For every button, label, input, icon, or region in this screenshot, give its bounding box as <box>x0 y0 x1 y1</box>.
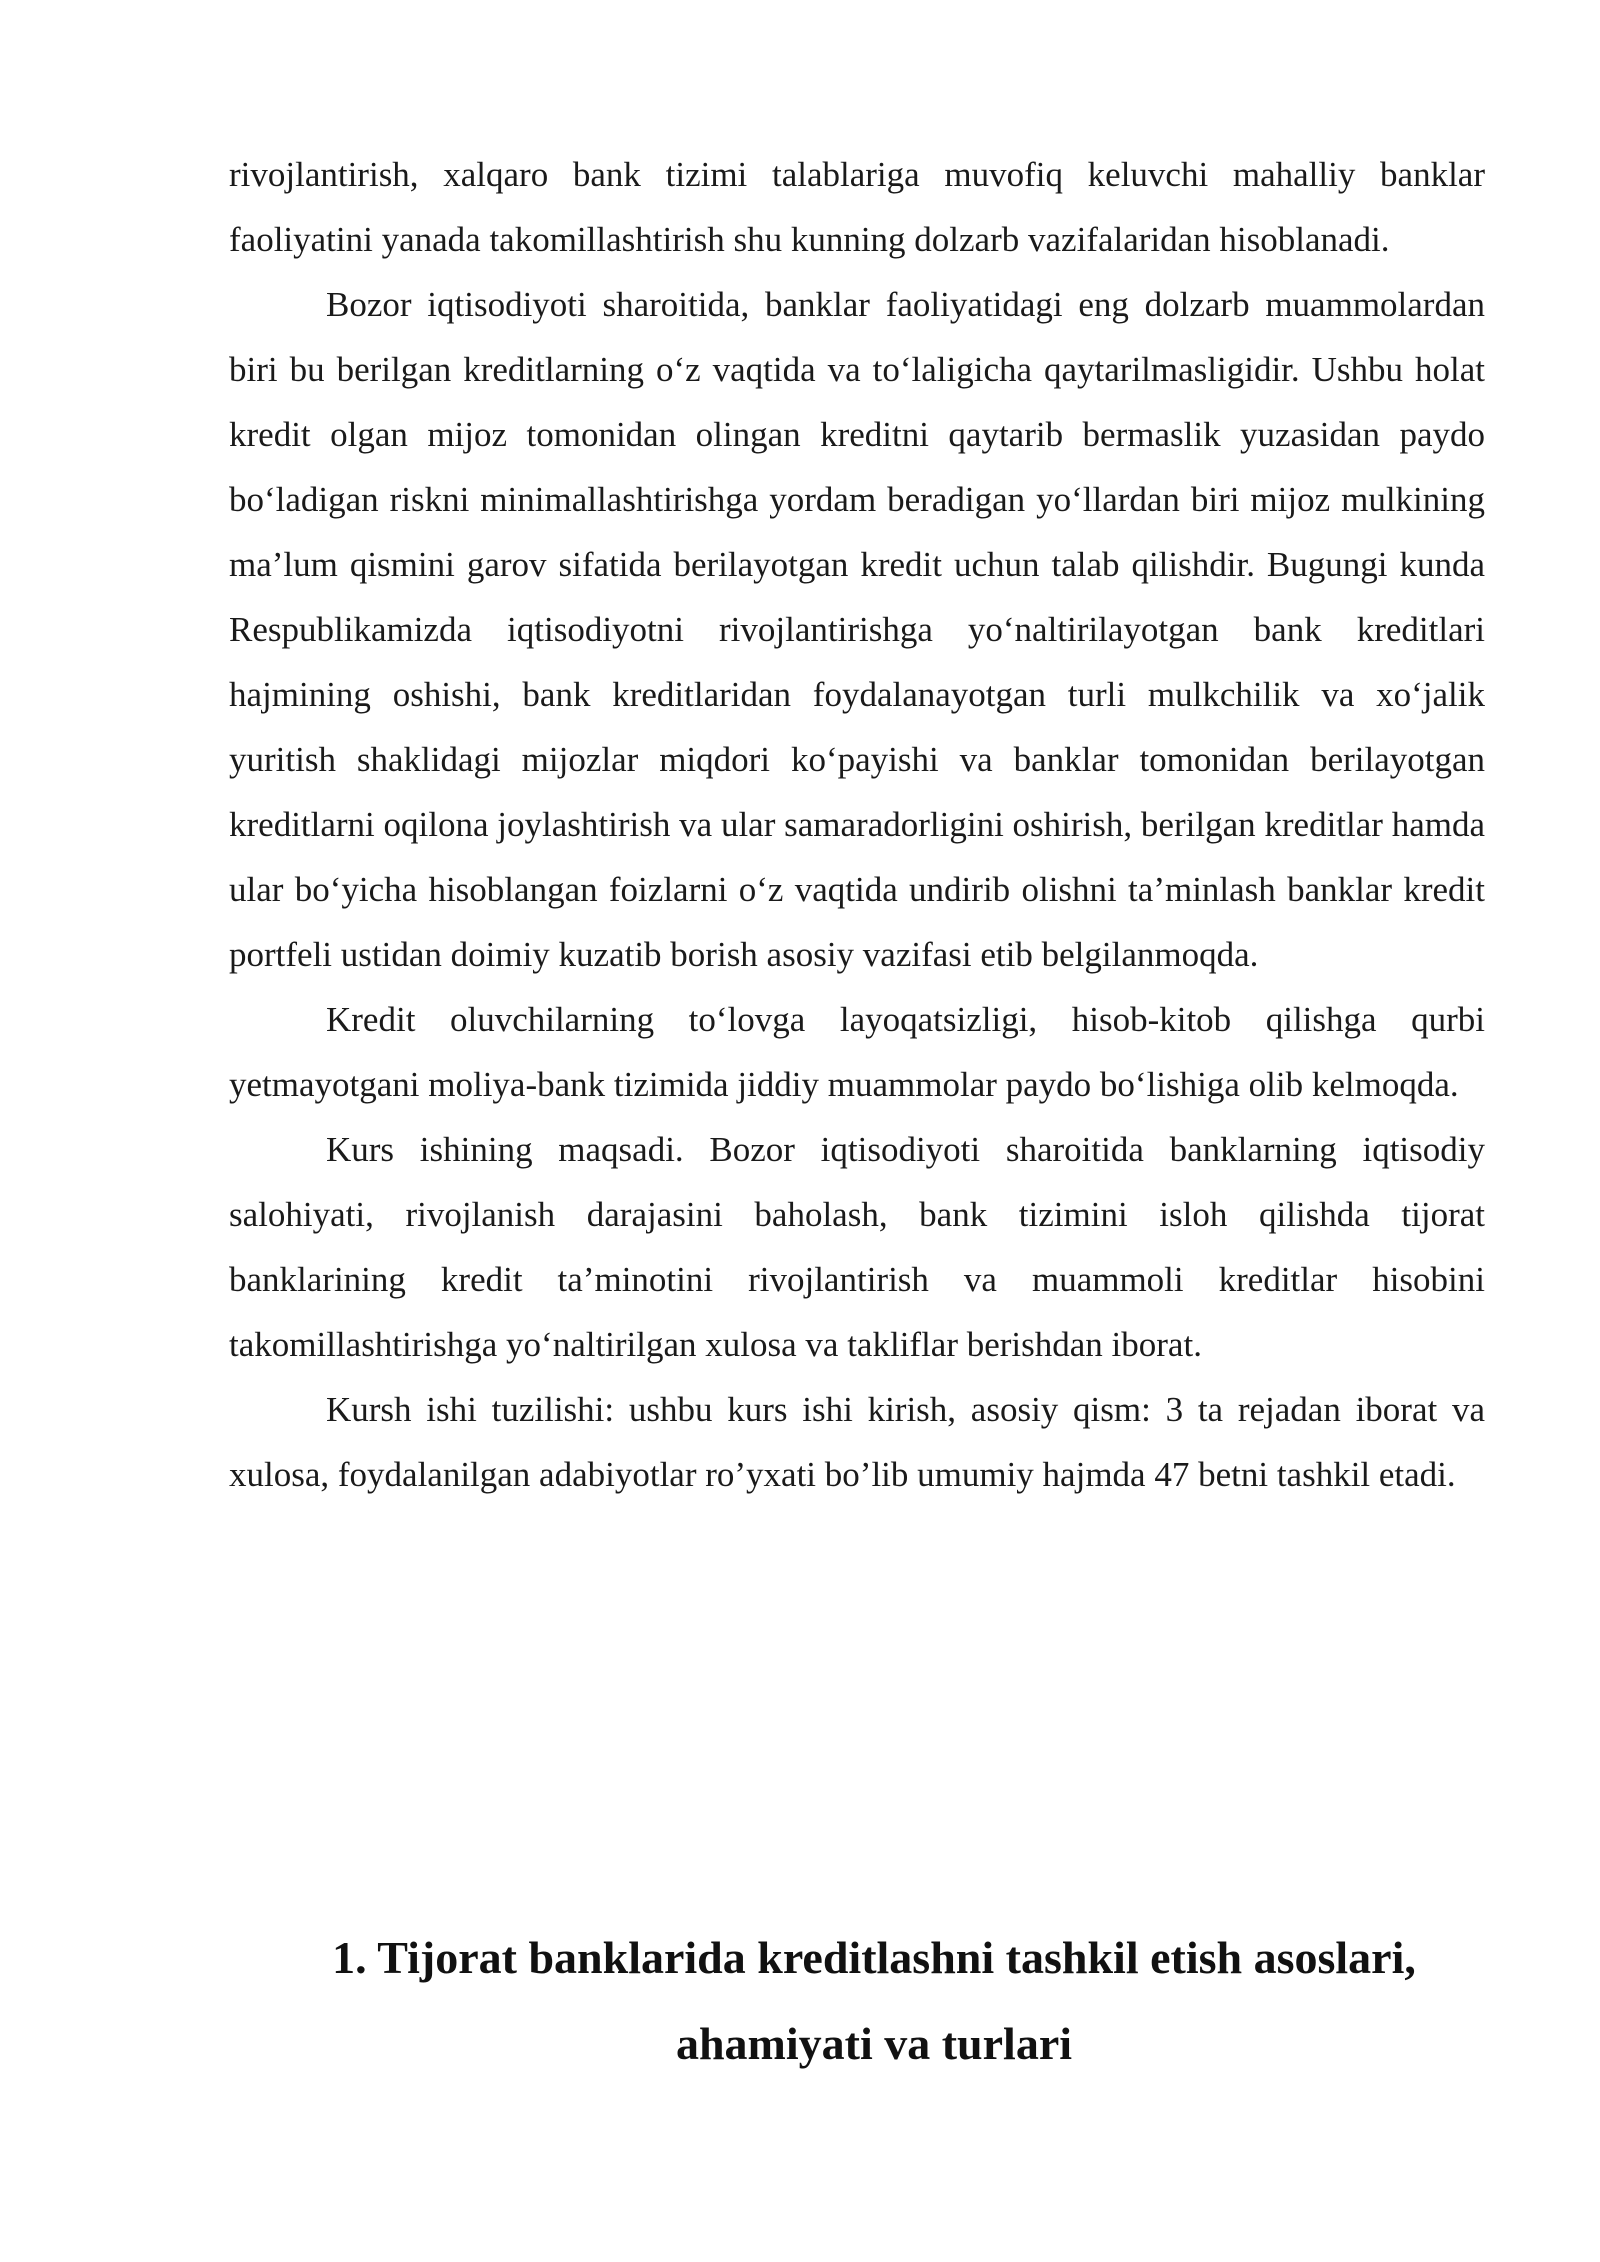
section-heading <box>229 1915 1485 2087</box>
paragraph-collateral: Bozor iqtisodiyoti sharoitida, banklar faoliyatidagi eng dolzarb muammolardan biri bu berilgan kreditlarning o‘z vaqtida va to‘laligicha qaytarilmasligidir. Ushbu holat kredit olgan mijoz tomonidan olingan kreditni qaytarib bermaslik yuzasidan paydo bo‘ladigan riskni minimallashtirishga yordam beradigan yo‘llardan biri mijoz mulkining ma’lum qismini garov sifatida berilayotgan kredit uchun talab qilishdir. Bugungi kunda Respublikamizda iqtisodiyotni rivojlantirishga yo‘naltirilayotgan bank kreditlari hajmining oshishi, bank kreditlaridan foydalanayotgan turli mulkchilik va xo‘jalik yuritish shaklidagi mijozlar miqdori ko‘payishi va banklar tomonidan berilayotgan kreditlarni oqilona joylashtirish va ular samaradorligini oshirish, berilgan kreditlar hamda ular bo‘yicha hisoblangan foizlarni o‘z vaqtida undirib olishni ta’minlash banklar kredit portfeli ustidan doimiy kuzatib borish asosiy vazifasi etib belgilanmoqda. <box>229 285 1485 974</box>
paragraph-course-goal: Kurs ishining maqsadi. Bozor iqtisodiyoti sharoitida banklarning iqtisodiy salohiyati, rivojlanish darajasini baholash, bank tizimini isloh qilishda tijorat banklarining kredit ta’minotini rivojlantirish va muammoli kreditlar hisobini takomillashtirishga yo‘naltirilgan xulosa va takliflar berishdan iborat. <box>229 1130 1485 1364</box>
section-heading-line-1: 1. Tijorat banklarida kreditlashni tashkil etish asoslari, <box>332 1932 1416 1983</box>
section-heading-line-2: ahamiyati va turlari <box>675 2018 1073 2069</box>
paragraph-course-structure: Kursh ishi tuzilishi: ushbu kurs ishi kirish, asosiy qism: 3 ta rejadan iborat va xulosa, foydalanilgan adabiyotlar ro’yxati bo’lib umumiy hajmda 47 betni tashkil etadi. <box>229 1390 1485 1494</box>
body-text <box>229 142 1485 1507</box>
paragraph-borrower-solvency: Kredit oluvchilarning to‘lovga layoqatsizligi, hisob-kitob qilishga qurbi yetmayotgani moliya-bank tizimida jiddiy muammolar paydo bo‘lishiga olib kelmoqda. <box>229 1000 1485 1104</box>
paragraph-intro-continuation: rivojlantirish, xalqaro bank tizimi talablariga muvofiq keluvchi mahalliy banklar faoliyatini yanada takomillashtirish shu kunning dolzarb vazifalaridan hisoblanadi. <box>229 155 1485 259</box>
